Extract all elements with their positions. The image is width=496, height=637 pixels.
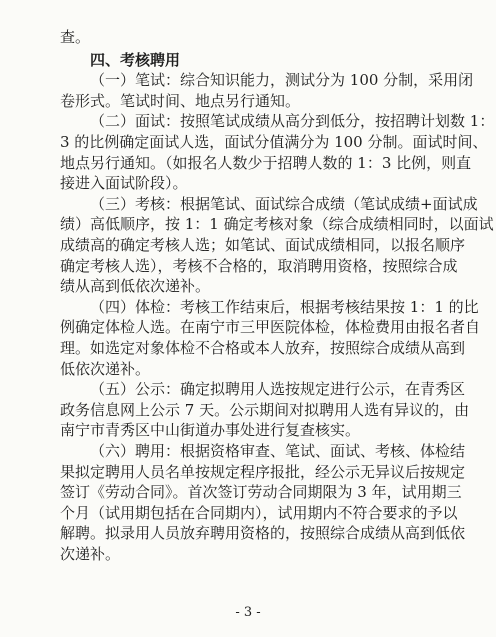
text-line: 确定考核人选），考核不合格的，取消聘用资格，按照综合成	[60, 256, 458, 275]
text-line: 南宁市青秀区中山街道办事处进行复查核实。	[60, 421, 361, 440]
text-line: 个月（试用期包括在合同期内），试用期内不符合要求的予以	[60, 503, 458, 522]
text-line: 次递补。	[60, 545, 121, 563]
text-line: （一）笔试：综合知识能力，测试分为 100 分制，采用闭	[90, 71, 474, 90]
text-line: 例确定体检人选。在南宁市三甲医院体检，体检费用由报名者自	[60, 318, 481, 337]
text-line: （五）公示：确定拟聘用人选按规定进行公示，在青秀区	[90, 380, 466, 399]
text-line-continuation: 查。	[60, 28, 91, 46]
text-line: 绩）高低顺序，按 1：1 确定考核对象（综合成绩相同时，以面试	[60, 215, 494, 234]
text-line: 地点另行通知。（如报名人数少于招聘人数的 1：3 比例，则直	[60, 153, 472, 172]
text-line: 解聘。拟录用人员放弃聘用资格的，按照综合成绩从高到低依	[60, 524, 466, 543]
text-line: 3 的比例确定面试人选，面试分值满分为 100 分制。面试时间、	[60, 133, 488, 151]
text-line: （三）考核：根据笔试、面试综合成绩（笔试成绩+面试成	[90, 194, 478, 213]
text-line: 果拟定聘用人员名单按规定程序报批，经公示无异议后按规定	[60, 462, 466, 481]
text-line: 理。如选定对象体检不合格或本人放弃，按照综合成绩从高到	[60, 339, 466, 357]
text-line: 绩从高到低依次递补。	[60, 277, 211, 296]
text-line: 成绩高的确定考核人选；如笔试、面试成绩相同，以报名顺序	[60, 236, 466, 254]
page-number: - 3 -	[235, 605, 261, 620]
text-line: 签订《劳动合同》。首次签订劳动合同期限为 3 年，试用期三	[60, 483, 462, 502]
section-heading: 四、考核聘用	[90, 50, 181, 69]
text-line: 卷形式。笔试时间、地点另行通知。	[60, 91, 301, 110]
text-line: （四）体检：考核工作结束后，根据考核结果按 1：1 的比	[90, 297, 479, 316]
text-line: 接进入面试阶段）。	[60, 174, 188, 193]
text-line: 低依次递补。	[60, 359, 151, 378]
text-line: （六）聘用：根据资格审查、笔试、面试、考核、体检结	[90, 442, 466, 460]
text-line: 政务信息网上公示 7 天。公示期间对拟聘用人选有异议的，由	[60, 400, 470, 419]
text-line: （二）面试：按照笔试成绩从高分到低分，按招聘计划数 1：	[90, 112, 495, 131]
